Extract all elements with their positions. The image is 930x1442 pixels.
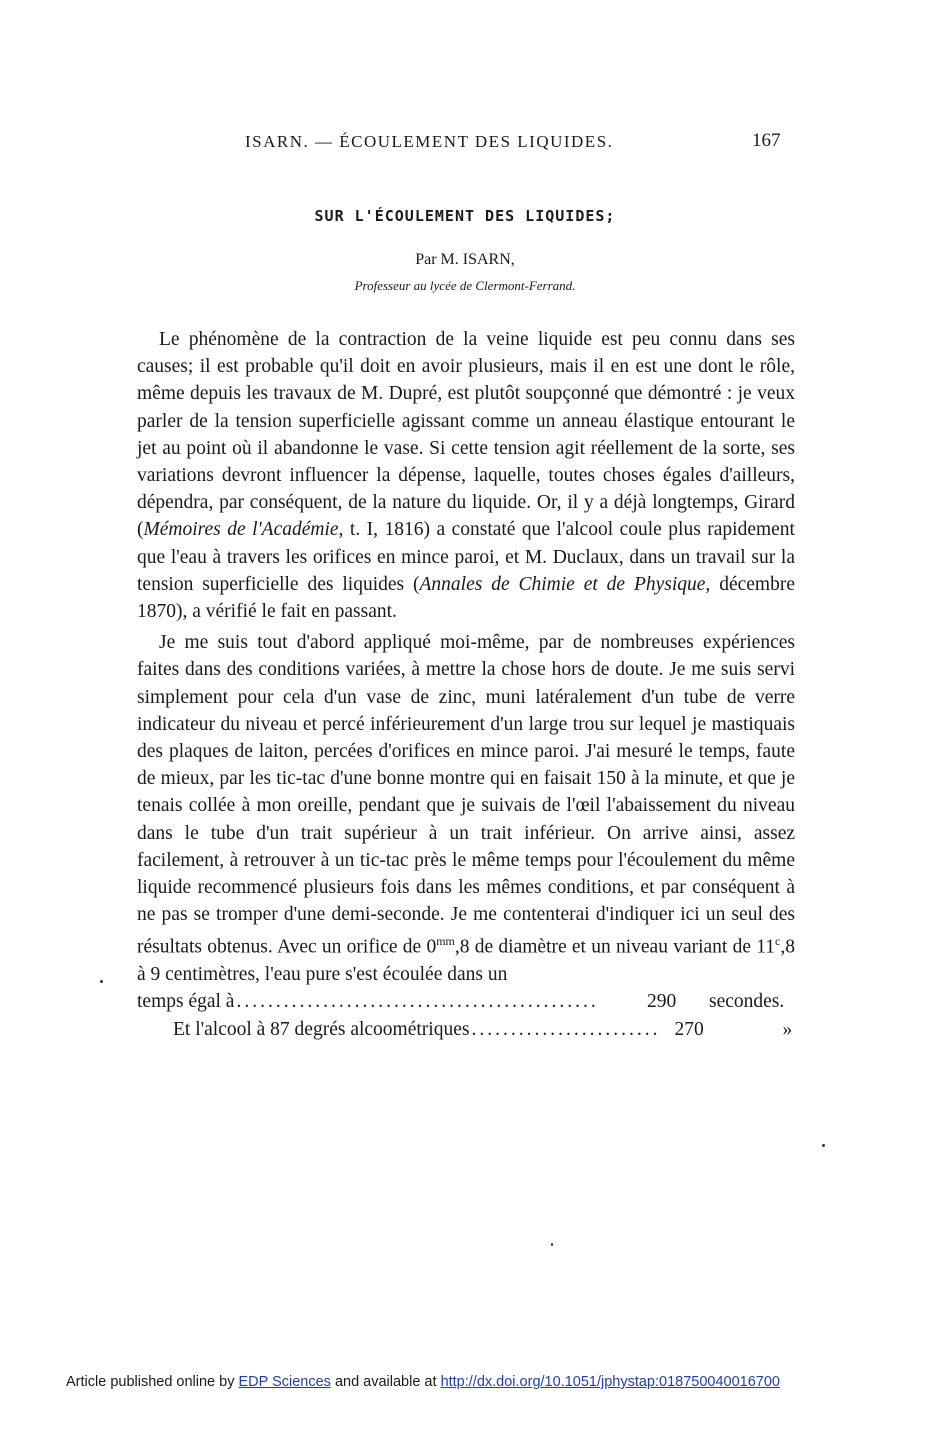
dot-leader: ........................ xyxy=(471,1018,661,1040)
scan-speck xyxy=(551,1243,553,1246)
publisher-link[interactable]: EDP Sciences xyxy=(238,1374,331,1390)
result-value: 270 xyxy=(674,1018,704,1040)
paragraph-2 xyxy=(137,629,795,988)
running-head: ISARN. — ÉCOULEMENT DES LIQUIDES. xyxy=(245,132,614,151)
paragraph-1-text-c: décembre 1870), a vérifié le fait en passant. xyxy=(137,573,795,623)
paragraph-1 xyxy=(137,326,795,625)
author-line: Par M. ISARN, xyxy=(415,251,515,268)
scan-speck xyxy=(100,980,103,983)
paragraph-2-text-a: Je me suis tout d'abord appliqué moi-même, par de nombreuses expériences faites dans des conditions variées, à mettre la chose hors de doute. Je me suis servi simplement pour cela d'un vase de zinc, muni latéralement d'un tube de verre indicateur du niveau et percé inférieurement d'un large trou sur lequel je mastiquais des plaques de laiton, percées d'orifices en mince paroi. J'ai mesuré le temps, faute de mieux, par les tic-tac d'une bonne montre qui en faisait 150 à la minute, et que je tenais collée à mon oreille, pendant que je suivais de l'œil l'abaissement du niveau dans le tube d'un trait supérieur à un trait inférieur. On arrive ainsi, assez facilement, à retrouver à un tic-tac près le même temps pour l'écoulement du même liquide recommencé plusieurs fois dans les mêmes conditions, et par conséquent à ne pas se tromper d'une demi-seconde. Je me contenterai d'indiquer ici un seul des résultats obtenus. Avec un orifice de 0 xyxy=(137,632,795,958)
result-label: Et l'alcool à 87 degrés alcoométriques xyxy=(173,1018,470,1040)
footer-middle: and available at xyxy=(330,1374,441,1390)
superscript-mm: mm xyxy=(436,934,455,949)
doi-link[interactable]: http://dx.doi.org/10.1051/jphystap:018750040016700 xyxy=(440,1374,780,1390)
article-title: SUR L'ÉCOULEMENT DES LIQUIDES; xyxy=(314,207,616,225)
paragraph-2-text-c: ,8 à 9 centimètres, l'eau pure s'est écoulée dans un xyxy=(137,936,795,986)
result-row-water xyxy=(137,988,795,1015)
reference-annales: Annales de Chimie et de Physique, xyxy=(419,573,711,595)
scan-speck xyxy=(822,1144,825,1147)
result-value: 290 xyxy=(647,991,677,1013)
result-label: temps égal à xyxy=(137,991,235,1013)
paragraph-1-text-a: Le phénomène de la contraction de la veine liquide est peu connu dans ses causes; il est probable qu'il doit en avoir plusieurs, mais il en est une dont le rôle, même depuis les travaux de M. Dupré, est plutôt soupçonné que démontré : je veux parler de la tension superficielle agissant comme un anneau élastique entourant le jet au point où il abandonne le vase. Si cette tension agit réellement de la sorte, ses variations devront influencer la dépense, laquelle, toutes choses égales d'ailleurs, dépendra, par conséquent, de la nature du liquide. Or, il y a déjà longtemps, Girard ( xyxy=(137,329,795,541)
article-body xyxy=(137,326,795,1043)
reference-memoires: Mémoires de l'Académie, xyxy=(143,519,344,541)
dot-leader: .............................................. xyxy=(236,991,599,1013)
page-number: 167 xyxy=(752,130,781,151)
paragraph-1-text-b: t. I, 1816) a constaté que l'alcool coule plus rapidement que l'eau à travers les orifices en mince paroi, et M. Duclaux, dans un travail sur la tension superficielle des liquides ( xyxy=(137,519,795,595)
paragraph-2-text-b: ,8 de diamètre et un niveau variant de 11 xyxy=(454,936,776,958)
author-affiliation: Professeur au lycée de Clermont-Ferrand. xyxy=(354,278,576,293)
result-row-alcohol xyxy=(137,1016,795,1043)
result-unit: » xyxy=(782,1018,793,1040)
publication-footer xyxy=(66,1374,780,1390)
superscript-c: c xyxy=(775,934,781,949)
footer-prefix: Article published online by xyxy=(66,1374,239,1390)
result-unit: secondes. xyxy=(709,991,785,1013)
